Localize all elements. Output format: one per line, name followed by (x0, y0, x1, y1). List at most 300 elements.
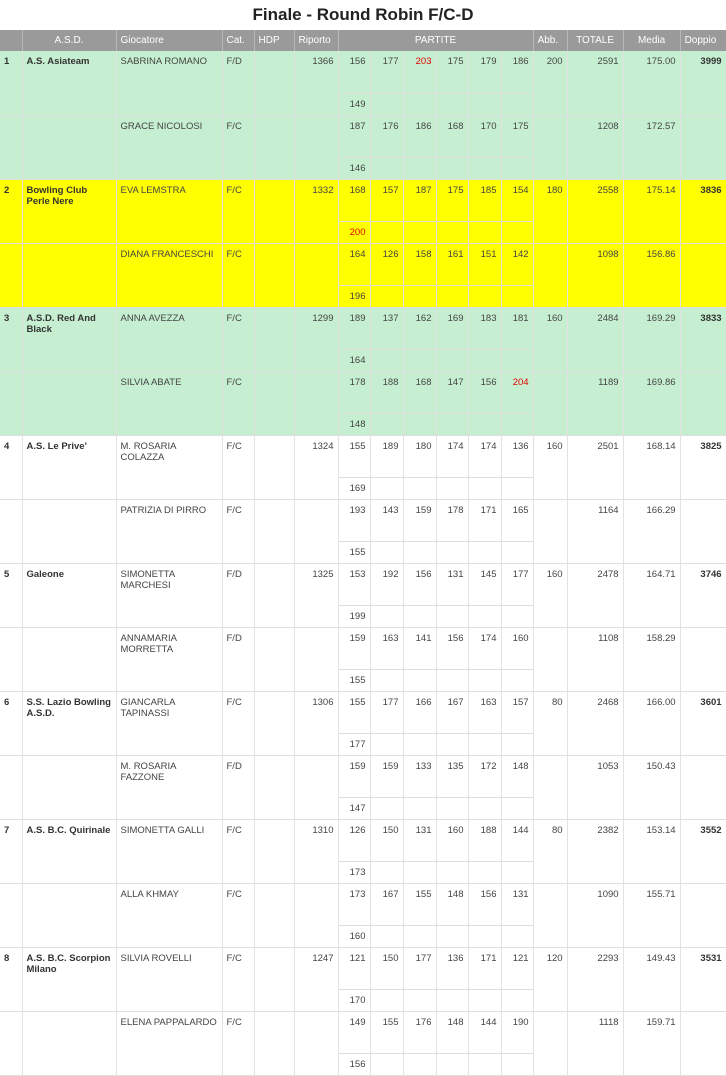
player-row (0, 307, 726, 349)
empty-game-cell (436, 797, 468, 819)
team-riporto: 1306 (294, 691, 338, 755)
player-hdp (254, 883, 294, 947)
empty-game-cell (468, 797, 501, 819)
player-average: 156.86 (623, 243, 680, 307)
game-score: 121 (338, 947, 370, 989)
team-rank (0, 115, 22, 179)
empty-game-cell (468, 669, 501, 691)
game-score: 145 (468, 563, 501, 605)
empty-game-cell (501, 797, 533, 819)
team-doppio (680, 755, 726, 819)
game-score: 174 (436, 435, 468, 477)
game-score: 196 (338, 285, 370, 307)
team-abb (533, 627, 567, 691)
team-total: 2382 (567, 819, 623, 883)
team-name (22, 243, 116, 307)
game-score: 136 (501, 435, 533, 477)
game-score: 156 (436, 627, 468, 669)
player-hdp (254, 307, 294, 371)
header-abb: Abb. (533, 30, 567, 51)
empty-game-cell (370, 541, 403, 563)
team-total: 2293 (567, 947, 623, 1011)
team-total: 2591 (567, 51, 623, 115)
empty-game-cell (501, 477, 533, 499)
team-average: 153.14 (623, 819, 680, 883)
game-score: 135 (436, 755, 468, 797)
player-row (0, 1011, 726, 1053)
team-name: A.S.D. Red And Black (22, 307, 116, 371)
empty-game-cell (403, 93, 436, 115)
team-name (22, 1011, 116, 1075)
player-name: EVA LEMSTRA (116, 179, 222, 243)
header-hdp: HDP (254, 30, 294, 51)
empty-game-cell (403, 477, 436, 499)
standings-body (0, 51, 726, 1075)
empty-game-cell (501, 605, 533, 627)
game-score: 126 (338, 819, 370, 861)
game-score: 200 (338, 221, 370, 243)
game-score: 148 (501, 755, 533, 797)
empty-game-cell (501, 221, 533, 243)
player-category: F/D (222, 563, 254, 627)
team-doppio: 3746 (680, 563, 726, 627)
player-total: 1118 (567, 1011, 623, 1075)
player-category: F/C (222, 179, 254, 243)
game-score: 170 (338, 989, 370, 1011)
empty-game-cell (501, 1053, 533, 1075)
player-hdp (254, 179, 294, 243)
game-score: 173 (338, 861, 370, 883)
empty-game-cell (370, 221, 403, 243)
game-score: 153 (338, 563, 370, 605)
game-score: 157 (370, 179, 403, 221)
empty-game-cell (403, 861, 436, 883)
team-name: A.S. Le Prive' (22, 435, 116, 499)
header-doppio: Doppio (680, 30, 726, 51)
player-name: PATRIZIA DI PIRRO (116, 499, 222, 563)
game-score: 193 (338, 499, 370, 541)
player-total: 1090 (567, 883, 623, 947)
team-doppio (680, 1011, 726, 1075)
player-hdp (254, 243, 294, 307)
team-name (22, 755, 116, 819)
player-row (0, 691, 726, 733)
team-riporto: 1310 (294, 819, 338, 883)
empty-game-cell (370, 989, 403, 1011)
empty-game-cell (468, 989, 501, 1011)
empty-game-cell (370, 861, 403, 883)
empty-game-cell (436, 1053, 468, 1075)
player-hdp (254, 947, 294, 1011)
team-doppio: 3999 (680, 51, 726, 115)
team-rank: 2 (0, 179, 22, 243)
game-score: 167 (436, 691, 468, 733)
player-total: 1164 (567, 499, 623, 563)
game-score: 169 (436, 307, 468, 349)
team-name: Galeone (22, 563, 116, 627)
header-media: Media (623, 30, 680, 51)
player-name: SIMONETTA GALLI (116, 819, 222, 883)
empty-game-cell (403, 733, 436, 755)
team-riporto (294, 499, 338, 563)
empty-game-cell (403, 413, 436, 435)
game-score: 189 (370, 435, 403, 477)
team-rank (0, 243, 22, 307)
game-score: 178 (436, 499, 468, 541)
team-riporto (294, 371, 338, 435)
game-score: 163 (468, 691, 501, 733)
team-riporto (294, 115, 338, 179)
team-doppio: 3601 (680, 691, 726, 755)
empty-game-cell (501, 413, 533, 435)
team-average: 175.00 (623, 51, 680, 115)
empty-game-cell (436, 925, 468, 947)
game-score: 141 (403, 627, 436, 669)
game-score: 159 (403, 499, 436, 541)
player-row (0, 435, 726, 477)
team-total: 2478 (567, 563, 623, 627)
empty-game-cell (468, 925, 501, 947)
team-abb (533, 1011, 567, 1075)
team-doppio (680, 371, 726, 435)
team-abb (533, 883, 567, 947)
game-score: 168 (338, 179, 370, 221)
team-rank (0, 1011, 22, 1075)
game-score: 149 (338, 1011, 370, 1053)
game-score: 169 (338, 477, 370, 499)
game-score: 131 (501, 883, 533, 925)
team-abb (533, 499, 567, 563)
player-average: 169.86 (623, 371, 680, 435)
player-name: ALLA KHMAY (116, 883, 222, 947)
header-riporto: Riporto (294, 30, 338, 51)
empty-game-cell (468, 605, 501, 627)
empty-game-cell (468, 1053, 501, 1075)
empty-game-cell (370, 477, 403, 499)
empty-game-cell (370, 93, 403, 115)
game-score: 181 (501, 307, 533, 349)
game-score: 131 (436, 563, 468, 605)
team-rank: 4 (0, 435, 22, 499)
team-average: 149.43 (623, 947, 680, 1011)
game-score: 177 (403, 947, 436, 989)
team-doppio (680, 115, 726, 179)
empty-game-cell (468, 477, 501, 499)
empty-game-cell (468, 221, 501, 243)
team-abb: 200 (533, 51, 567, 115)
game-score: 156 (468, 371, 501, 413)
game-score: 179 (468, 51, 501, 93)
player-name: SILVIA ROVELLI (116, 947, 222, 1011)
empty-game-cell (501, 989, 533, 1011)
empty-game-cell (436, 93, 468, 115)
empty-game-cell (403, 605, 436, 627)
game-score: 121 (501, 947, 533, 989)
empty-game-cell (501, 157, 533, 179)
header-row (0, 30, 726, 51)
game-score: 148 (338, 413, 370, 435)
player-row (0, 499, 726, 541)
empty-game-cell (403, 1053, 436, 1075)
empty-game-cell (403, 221, 436, 243)
game-score: 133 (403, 755, 436, 797)
team-abb (533, 371, 567, 435)
team-total: 2501 (567, 435, 623, 499)
game-score: 155 (370, 1011, 403, 1053)
game-score: 204 (501, 371, 533, 413)
empty-game-cell (501, 925, 533, 947)
player-name: ANNAMARIA MORRETTA (116, 627, 222, 691)
game-score: 187 (403, 179, 436, 221)
game-score: 155 (403, 883, 436, 925)
game-score: 158 (403, 243, 436, 285)
team-average: 168.14 (623, 435, 680, 499)
empty-game-cell (436, 669, 468, 691)
game-score: 192 (370, 563, 403, 605)
empty-game-cell (436, 413, 468, 435)
team-abb (533, 115, 567, 179)
empty-game-cell (370, 285, 403, 307)
game-score: 164 (338, 349, 370, 371)
empty-game-cell (370, 157, 403, 179)
player-name: GIANCARLA TAPINASSI (116, 691, 222, 755)
game-score: 163 (370, 627, 403, 669)
game-score: 126 (370, 243, 403, 285)
standings-table (0, 30, 726, 1076)
empty-game-cell (436, 477, 468, 499)
game-score: 143 (370, 499, 403, 541)
game-score: 186 (403, 115, 436, 157)
player-hdp (254, 115, 294, 179)
player-row (0, 371, 726, 413)
empty-game-cell (403, 541, 436, 563)
team-doppio (680, 627, 726, 691)
player-row (0, 115, 726, 157)
game-score: 155 (338, 691, 370, 733)
game-score: 147 (338, 797, 370, 819)
header-cat: Cat. (222, 30, 254, 51)
empty-game-cell (468, 349, 501, 371)
game-score: 176 (370, 115, 403, 157)
team-doppio: 3825 (680, 435, 726, 499)
player-category: F/C (222, 499, 254, 563)
player-row (0, 627, 726, 669)
player-category: F/D (222, 627, 254, 691)
player-average: 166.29 (623, 499, 680, 563)
game-score: 177 (501, 563, 533, 605)
player-name: SIMONETTA MARCHESI (116, 563, 222, 627)
game-score: 172 (468, 755, 501, 797)
team-rank (0, 499, 22, 563)
game-score: 155 (338, 669, 370, 691)
game-score: 173 (338, 883, 370, 925)
player-category: F/D (222, 755, 254, 819)
empty-game-cell (370, 605, 403, 627)
team-average: 166.00 (623, 691, 680, 755)
empty-game-cell (403, 797, 436, 819)
player-category: F/C (222, 435, 254, 499)
game-score: 165 (501, 499, 533, 541)
player-hdp (254, 371, 294, 435)
team-doppio: 3531 (680, 947, 726, 1011)
team-riporto: 1366 (294, 51, 338, 115)
game-score: 199 (338, 605, 370, 627)
game-score: 176 (403, 1011, 436, 1053)
game-score: 159 (338, 755, 370, 797)
empty-game-cell (468, 733, 501, 755)
empty-game-cell (501, 733, 533, 755)
team-abb: 160 (533, 435, 567, 499)
game-score: 174 (468, 435, 501, 477)
game-score: 177 (370, 51, 403, 93)
team-name (22, 371, 116, 435)
player-name: M. ROSARIA COLAZZA (116, 435, 222, 499)
header-totale: TOTALE (567, 30, 623, 51)
team-name: A.S. B.C. Quirinale (22, 819, 116, 883)
player-total: 1189 (567, 371, 623, 435)
game-score: 155 (338, 435, 370, 477)
game-score: 154 (501, 179, 533, 221)
team-riporto (294, 243, 338, 307)
empty-game-cell (370, 669, 403, 691)
player-average: 150.43 (623, 755, 680, 819)
game-score: 147 (436, 371, 468, 413)
empty-game-cell (436, 861, 468, 883)
game-score: 185 (468, 179, 501, 221)
empty-game-cell (403, 349, 436, 371)
player-hdp (254, 755, 294, 819)
team-riporto (294, 755, 338, 819)
game-score: 183 (468, 307, 501, 349)
empty-game-cell (436, 541, 468, 563)
empty-game-cell (436, 221, 468, 243)
empty-game-cell (436, 349, 468, 371)
player-row (0, 883, 726, 925)
game-score: 168 (436, 115, 468, 157)
player-total: 1108 (567, 627, 623, 691)
player-name: DIANA FRANCESCHI (116, 243, 222, 307)
game-score: 180 (403, 435, 436, 477)
team-average: 175.14 (623, 179, 680, 243)
player-average: 159.71 (623, 1011, 680, 1075)
header-asd: A.S.D. (22, 30, 116, 51)
game-score: 160 (501, 627, 533, 669)
team-rank: 1 (0, 51, 22, 115)
player-category: F/D (222, 51, 254, 115)
empty-game-cell (468, 413, 501, 435)
team-abb: 120 (533, 947, 567, 1011)
team-name: Bowling Club Perle Nere (22, 179, 116, 243)
game-score: 137 (370, 307, 403, 349)
player-name: GRACE NICOLOSI (116, 115, 222, 179)
header-giocatore: Giocatore (116, 30, 222, 51)
empty-game-cell (468, 285, 501, 307)
player-row (0, 243, 726, 285)
team-riporto (294, 1011, 338, 1075)
empty-game-cell (403, 285, 436, 307)
empty-game-cell (501, 669, 533, 691)
game-score: 177 (370, 691, 403, 733)
player-hdp (254, 691, 294, 755)
team-rank: 5 (0, 563, 22, 627)
game-score: 166 (403, 691, 436, 733)
player-row (0, 51, 726, 93)
team-rank: 6 (0, 691, 22, 755)
player-average: 172.57 (623, 115, 680, 179)
team-name (22, 499, 116, 563)
empty-game-cell (370, 413, 403, 435)
player-hdp (254, 1011, 294, 1075)
player-category: F/C (222, 115, 254, 179)
team-abb: 160 (533, 563, 567, 627)
empty-game-cell (436, 989, 468, 1011)
team-abb (533, 755, 567, 819)
team-doppio: 3836 (680, 179, 726, 243)
game-score: 156 (338, 1053, 370, 1075)
game-score: 161 (436, 243, 468, 285)
player-total: 1053 (567, 755, 623, 819)
game-score: 162 (403, 307, 436, 349)
team-doppio (680, 499, 726, 563)
team-rank (0, 371, 22, 435)
team-riporto: 1247 (294, 947, 338, 1011)
team-doppio (680, 243, 726, 307)
game-score: 131 (403, 819, 436, 861)
player-row (0, 947, 726, 989)
empty-game-cell (436, 285, 468, 307)
team-name: A.S. B.C. Scorpion Milano (22, 947, 116, 1011)
player-row (0, 179, 726, 221)
team-rank (0, 883, 22, 947)
empty-game-cell (468, 861, 501, 883)
game-score: 159 (370, 755, 403, 797)
game-score: 177 (338, 733, 370, 755)
team-riporto (294, 883, 338, 947)
game-score: 188 (468, 819, 501, 861)
team-abb (533, 243, 567, 307)
game-score: 156 (468, 883, 501, 925)
player-hdp (254, 499, 294, 563)
empty-game-cell (403, 669, 436, 691)
game-score: 175 (436, 179, 468, 221)
game-score: 186 (501, 51, 533, 93)
empty-game-cell (468, 157, 501, 179)
team-name (22, 115, 116, 179)
empty-game-cell (370, 797, 403, 819)
game-score: 160 (436, 819, 468, 861)
player-average: 158.29 (623, 627, 680, 691)
player-hdp (254, 563, 294, 627)
game-score: 155 (338, 541, 370, 563)
player-category: F/C (222, 307, 254, 371)
team-riporto: 1332 (294, 179, 338, 243)
team-total: 2484 (567, 307, 623, 371)
game-score: 146 (338, 157, 370, 179)
team-riporto: 1299 (294, 307, 338, 371)
player-category: F/C (222, 947, 254, 1011)
team-total: 2468 (567, 691, 623, 755)
empty-game-cell (501, 861, 533, 883)
game-score: 203 (403, 51, 436, 93)
player-category: F/C (222, 819, 254, 883)
player-name: SABRINA ROMANO (116, 51, 222, 115)
team-name: A.S. Asiateam (22, 51, 116, 115)
player-row (0, 563, 726, 605)
empty-game-cell (501, 285, 533, 307)
game-score: 160 (338, 925, 370, 947)
team-rank: 7 (0, 819, 22, 883)
player-hdp (254, 819, 294, 883)
